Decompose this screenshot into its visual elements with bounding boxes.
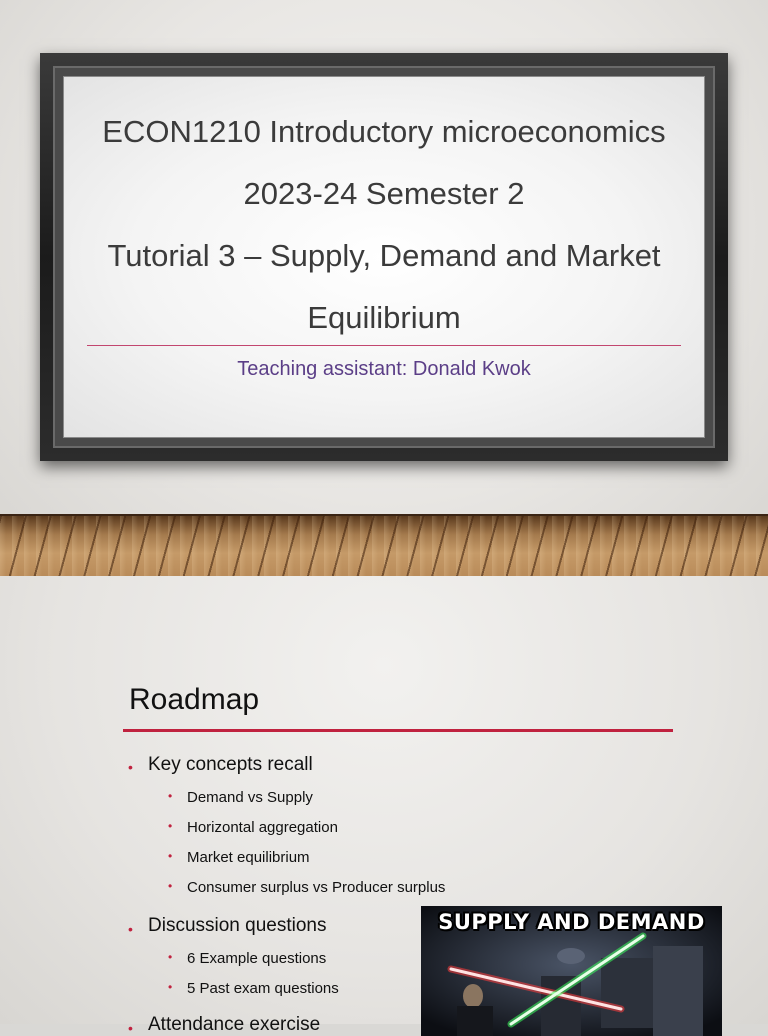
title-line-equilibrium: Equilibrium xyxy=(307,300,461,335)
meme-caption: SUPPLY AND DEMAND xyxy=(438,910,705,934)
bullet-icon: • xyxy=(168,879,173,893)
title-line-semester: 2023-24 Semester 2 xyxy=(243,176,525,211)
bullet-icon: • xyxy=(168,819,173,833)
picture-frame xyxy=(40,53,728,461)
section-attendance: Attendance exercise xyxy=(148,1014,321,1035)
list-item: Consumer surplus vs Producer surplus xyxy=(187,879,446,896)
title-canvas xyxy=(63,76,705,438)
roadmap-divider xyxy=(123,729,673,732)
title-line-tutorial: Tutorial 3 – Supply, Demand and Market xyxy=(107,238,661,273)
title-line-course: ECON1210 Introductory microeconomics xyxy=(102,114,666,149)
bullet-icon: • xyxy=(168,849,173,863)
section-key-concepts: Key concepts recall xyxy=(148,754,313,775)
wooden-floor xyxy=(0,514,768,578)
frame-inner xyxy=(53,66,715,448)
list-item: Horizontal aggregation xyxy=(187,819,338,836)
supply-demand-meme-image xyxy=(421,906,722,1036)
list-item: Demand vs Supply xyxy=(187,789,313,806)
roadmap-slide xyxy=(0,576,768,1036)
title-divider xyxy=(87,345,681,346)
section-discussion-questions: Discussion questions xyxy=(148,915,327,936)
bullet-icon: • xyxy=(168,950,173,964)
roadmap-title: Roadmap xyxy=(129,683,260,716)
bullet-icon: • xyxy=(168,980,173,994)
bullet-icon: • xyxy=(168,789,173,803)
bullet-icon: • xyxy=(128,759,133,775)
bullet-icon: • xyxy=(128,921,133,937)
teaching-assistant: Teaching assistant: Donald Kwok xyxy=(237,358,531,380)
list-item: 6 Example questions xyxy=(187,950,327,967)
slide-title xyxy=(64,101,704,349)
list-item: 5 Past exam questions xyxy=(187,980,339,997)
list-item: Market equilibrium xyxy=(187,849,310,866)
bullet-icon: • xyxy=(128,1020,133,1036)
